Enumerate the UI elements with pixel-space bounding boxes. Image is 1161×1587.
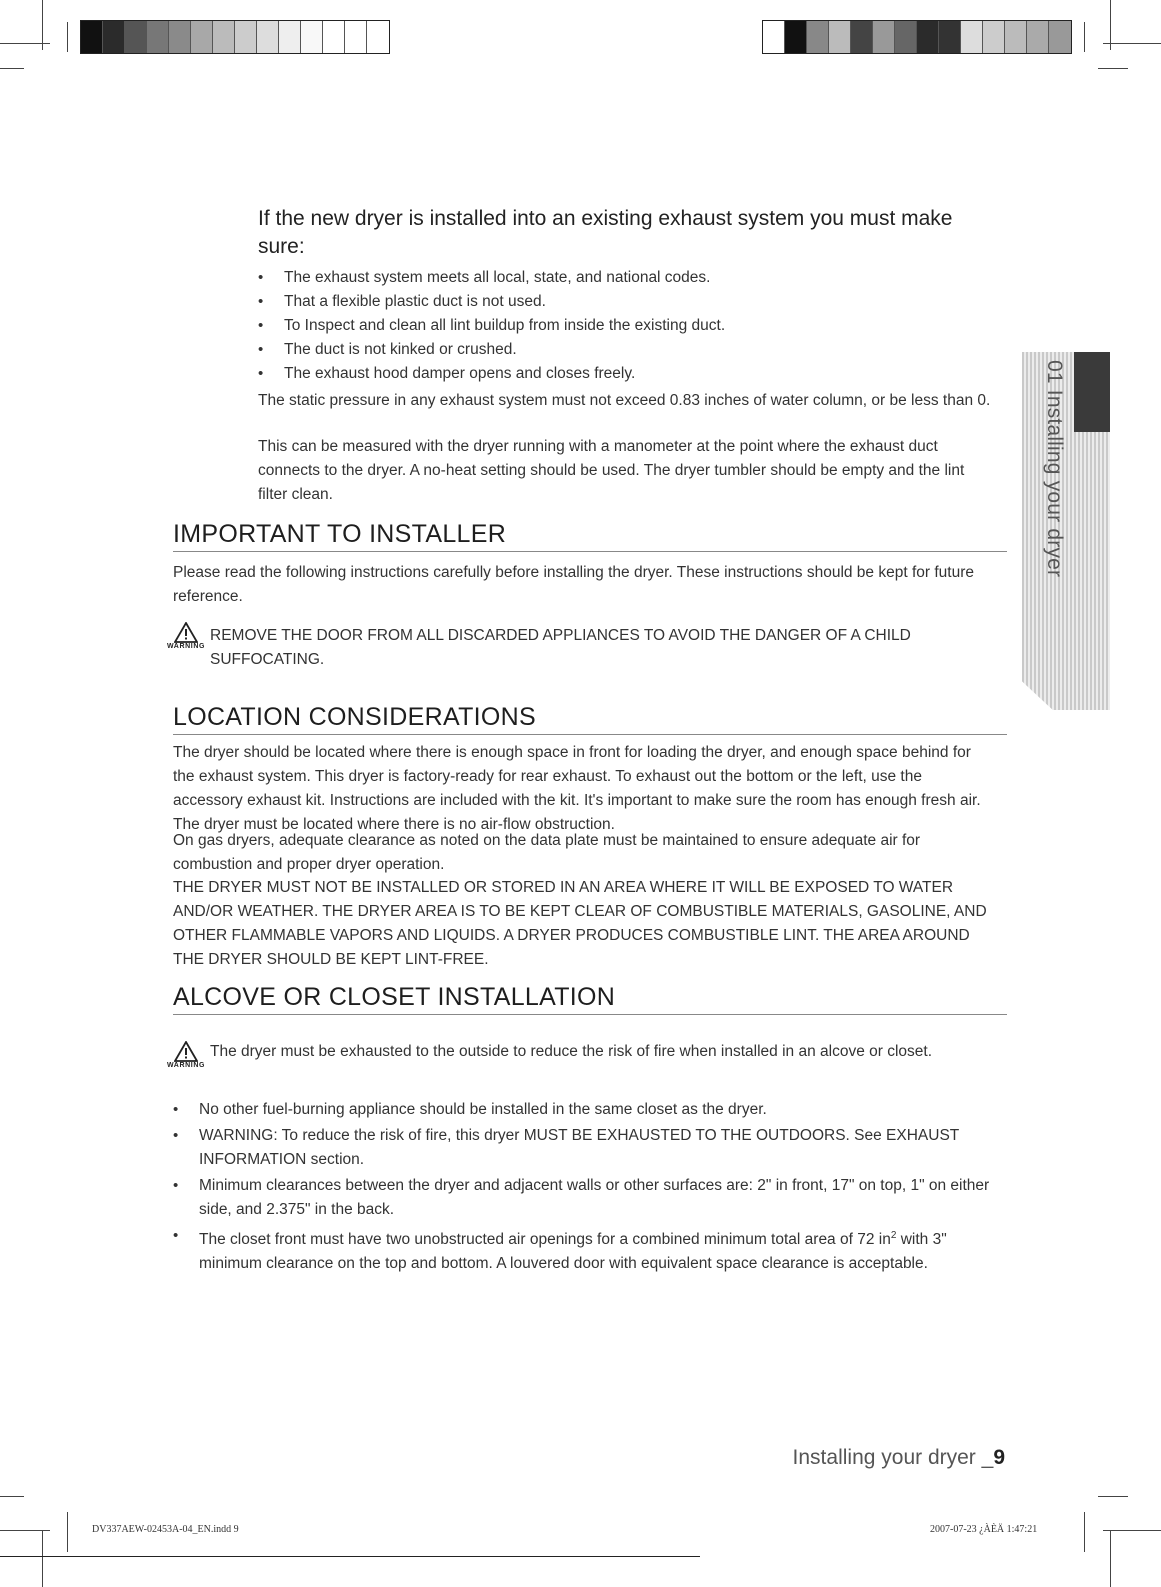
list-item: • The duct is not kinked or crushed. [258, 338, 998, 362]
page-number: 9 [993, 1446, 1005, 1469]
important-paragraph: Please read the following instructions carefully before installing the dryer. These instructions should be kept for future reference. [173, 564, 974, 605]
static-pressure-paragraph: The static pressure in any exhaust system must not exceed 0.83 inches of water column, or be less than 0. [258, 392, 991, 409]
list-item [173, 1224, 993, 1276]
alcove-section [173, 983, 1007, 1015]
list-item: • WARNING: To reduce the risk of fire, this dryer MUST BE EXHAUSTED TO THE OUTDOORS. See EXHAUST INFORMATION section. [173, 1124, 993, 1172]
lead-heading: If the new dryer is installed into an existing exhaust system you must make sure: [258, 207, 953, 258]
exhaust-check-list [258, 266, 998, 386]
alcove-warning-text: The dryer must be exhausted to the outside to reduce the risk of fire when installed in an alcove or closet. [210, 1043, 933, 1060]
list-item: • The exhaust hood damper opens and closes freely. [258, 362, 998, 386]
color-bar-right [762, 20, 1072, 54]
location-section [173, 703, 1007, 735]
chapter-tab-label: 01 Installing your dryer [1043, 360, 1066, 578]
closet-openings-text: The closet front must have two unobstructed air openings for a combined minimum total area of 72 in [199, 1231, 891, 1249]
list-item: • To Inspect and clean all lint buildup from inside the existing duct. [258, 314, 998, 338]
page-footer [745, 1446, 1005, 1470]
important-section [173, 520, 1007, 552]
section-title: LOCATION CONSIDERATIONS [173, 703, 1007, 735]
door-warning-text: REMOVE THE DOOR FROM ALL DISCARDED APPLIANCES TO AVOID THE DANGER OF A CHILD SUFFOCATING. [210, 627, 911, 668]
warning-label: WARNING [166, 643, 206, 650]
location-paragraph-2: On gas dryers, adequate clearance as noted on the data plate must be maintained to ensure adequate air for combustion and proper dryer operation. [173, 832, 921, 873]
location-paragraph-3: THE DRYER MUST NOT BE INSTALLED OR STORED IN AN AREA WHERE IT WILL BE EXPOSED TO WATER AND/OR WEATHER. THE DRYER AREA IS TO BE KEPT CLEAR OF COMBUSTIBLE MATERIALS, GASOLINE, AND OTHER FLAMMABLE VAPORS AND LIQUIDS. A DRYER PRODUCES COMBUSTIBLE LINT. THE AREA AROUND THE DRYER SHOULD BE KEPT LINT-FREE. [173, 879, 987, 968]
warning-icon [166, 622, 206, 650]
list-item: • The exhaust system meets all local, state, and national codes. [258, 266, 998, 290]
location-paragraph-1: The dryer should be located where there is enough space in front for loading the dryer, and enough space behind for the exhaust system. This dryer is factory-ready for rear exhaust. To exhaust out the bottom or the left, use the accessory exhaust kit. Instructions are included with the kit. It's important to make sure the room has enough fresh air. The dryer must be located where there is no air-flow obstruction. [173, 744, 981, 833]
section-title: IMPORTANT TO INSTALLER [173, 520, 1007, 552]
chapter-side-tab [1022, 352, 1110, 710]
list-item: • Minimum clearances between the dryer and adjacent walls or other surfaces are: 2" in front, 17" on top, 1" on either side, and 2.375" in the back. [173, 1174, 993, 1222]
footer-section-label: Installing your dryer _ [792, 1446, 994, 1469]
color-bar-left [80, 20, 390, 54]
print-slug-left: DV337AEW-02453A-04_EN.indd 9 [92, 1524, 239, 1535]
manometer-paragraph: This can be measured with the dryer running with a manometer at the point where the exhaust duct connects to the dryer. A no-heat setting should be used. The dryer tumbler should be empty and the lint filter clean. [258, 438, 965, 503]
print-slug-right: 2007-07-23 ¿ÀÈÄ 1:47:21 [930, 1524, 1038, 1535]
list-item: • No other fuel-burning appliance should be installed in the same closet as the dryer. [173, 1098, 993, 1122]
warning-icon [166, 1041, 206, 1069]
chapter-tab-marker [1074, 352, 1110, 432]
squared-superscript: 2 [890, 1230, 897, 1241]
closet-openings-text-cont: with 3" minimum clearance on the top and bottom. A louvered door with equivalent space clearance is acceptable. [199, 1231, 947, 1273]
section-title: ALCOVE OR CLOSET INSTALLATION [173, 983, 1007, 1015]
warning-label: WARNING [166, 1062, 206, 1069]
list-item: • That a flexible plastic duct is not used. [258, 290, 998, 314]
alcove-list [173, 1098, 993, 1276]
